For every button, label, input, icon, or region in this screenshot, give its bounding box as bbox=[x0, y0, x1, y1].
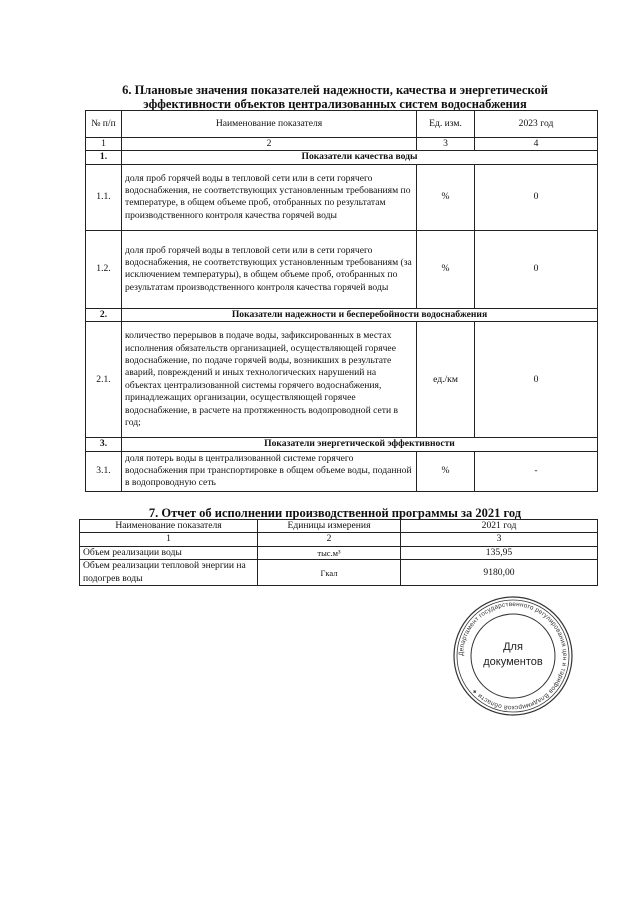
table-row bbox=[86, 451, 598, 491]
table-row bbox=[86, 322, 598, 438]
row-num: 2.1. bbox=[86, 322, 122, 438]
table-row bbox=[86, 164, 598, 230]
header-name: Наименование показателя bbox=[122, 111, 417, 138]
group-title: Показатели энергетической эффективности bbox=[122, 438, 598, 451]
col-num-3: 3 bbox=[401, 533, 598, 546]
row-unit: ед./км bbox=[417, 322, 475, 438]
svg-text:Департамент государственного р: Департамент государственного регулирования цен и тарифов Владимирской области ✦ bbox=[457, 600, 569, 712]
row-unit: Гкал bbox=[258, 560, 401, 586]
row-text: доля проб горячей воды в тепловой сети или в сети горячего водоснабжения, не соответствующих установленным требованиям по температуре, в общем объеме проб, отобранных по результатам производственного контроля качества горячей воды bbox=[122, 164, 417, 230]
header-year: 2021 год bbox=[401, 520, 598, 533]
group-title: Показатели качества воды bbox=[122, 151, 598, 164]
row-text: количество перерывов в подаче воды, зафиксированных в местах исполнения обязательств организацией, осуществляющей горячее водоснабжение, по подаче горячей воды, возникших в результате аварий, повреждений и иных технологических нарушений на объектах централизованной системы горячего водоснабжения, принадлежащих организации, осуществляющей горячее водоснабжение, в расчете на протяженность водопроводной сети в год; bbox=[122, 322, 417, 438]
row-num: 1.2. bbox=[86, 230, 122, 308]
col-num-2: 2 bbox=[258, 533, 401, 546]
row-text: доля потерь воды в централизованной системе горячего водоснабжения при транспортировке в общем объеме воды, поданной в водопроводную сеть bbox=[122, 451, 417, 491]
row-value: 0 bbox=[475, 164, 598, 230]
row-name: Объем реализации тепловой энергии на подогрев воды bbox=[80, 560, 258, 586]
header-year: 2023 год bbox=[475, 111, 598, 138]
row-name: Объем реализации воды bbox=[80, 546, 258, 559]
row-unit: тыс.м³ bbox=[258, 546, 401, 559]
group-title: Показатели надежности и бесперебойности водоснабжения bbox=[122, 308, 598, 321]
group-num: 3. bbox=[86, 438, 122, 451]
header-num: № п/п bbox=[86, 111, 122, 138]
row-num: 3.1. bbox=[86, 451, 122, 491]
row-value: 0 bbox=[475, 322, 598, 438]
row-value: - bbox=[475, 451, 598, 491]
group-num: 2. bbox=[86, 308, 122, 321]
table-row bbox=[80, 546, 598, 559]
group-row bbox=[86, 438, 598, 451]
stamp-line1: Для bbox=[503, 641, 523, 653]
program-report-table bbox=[79, 519, 598, 586]
group-num: 1. bbox=[86, 151, 122, 164]
group-row bbox=[86, 308, 598, 321]
row-value: 135,95 bbox=[401, 546, 598, 559]
table-header-row bbox=[86, 111, 598, 138]
row-value: 9180,00 bbox=[401, 560, 598, 586]
header-unit: Ед. изм. bbox=[417, 111, 475, 138]
stamp-line2: документов bbox=[483, 656, 543, 668]
table-row bbox=[80, 560, 598, 586]
row-unit: % bbox=[417, 230, 475, 308]
col-num-3: 3 bbox=[417, 138, 475, 151]
col-num-1: 1 bbox=[80, 533, 258, 546]
column-number-row bbox=[86, 138, 598, 151]
section7-title: 7. Отчет об исполнении производственной программы за 2021 год bbox=[148, 506, 522, 520]
header-unit: Единицы измерения bbox=[258, 520, 401, 533]
column-number-row bbox=[80, 533, 598, 546]
table-header-row bbox=[80, 520, 598, 533]
col-num-1: 1 bbox=[86, 138, 122, 151]
row-unit: % bbox=[417, 451, 475, 491]
reliability-indicators-table bbox=[85, 110, 598, 492]
section6-title-line2: эффективности объектов централизованных систем водоснабжения bbox=[143, 97, 527, 111]
header-name: Наименование показателя bbox=[80, 520, 258, 533]
col-num-2: 2 bbox=[122, 138, 417, 151]
row-unit: % bbox=[417, 164, 475, 230]
row-text: доля проб горячей воды в тепловой сети или в сети горячего водоснабжения, не соответствующих установленным требованиям (за исключением температуры), в общем объеме проб, отобранных по результатам производственного контроля качества горячей воды bbox=[122, 230, 417, 308]
row-num: 1.1. bbox=[86, 164, 122, 230]
row-value: 0 bbox=[475, 230, 598, 308]
section6-title-line1: 6. Плановые значения показателей надежности, качества и энергетической bbox=[122, 83, 548, 97]
table-row bbox=[86, 230, 598, 308]
section6-title bbox=[70, 83, 600, 111]
group-row bbox=[86, 151, 598, 164]
col-num-4: 4 bbox=[475, 138, 598, 151]
official-stamp bbox=[452, 595, 574, 717]
